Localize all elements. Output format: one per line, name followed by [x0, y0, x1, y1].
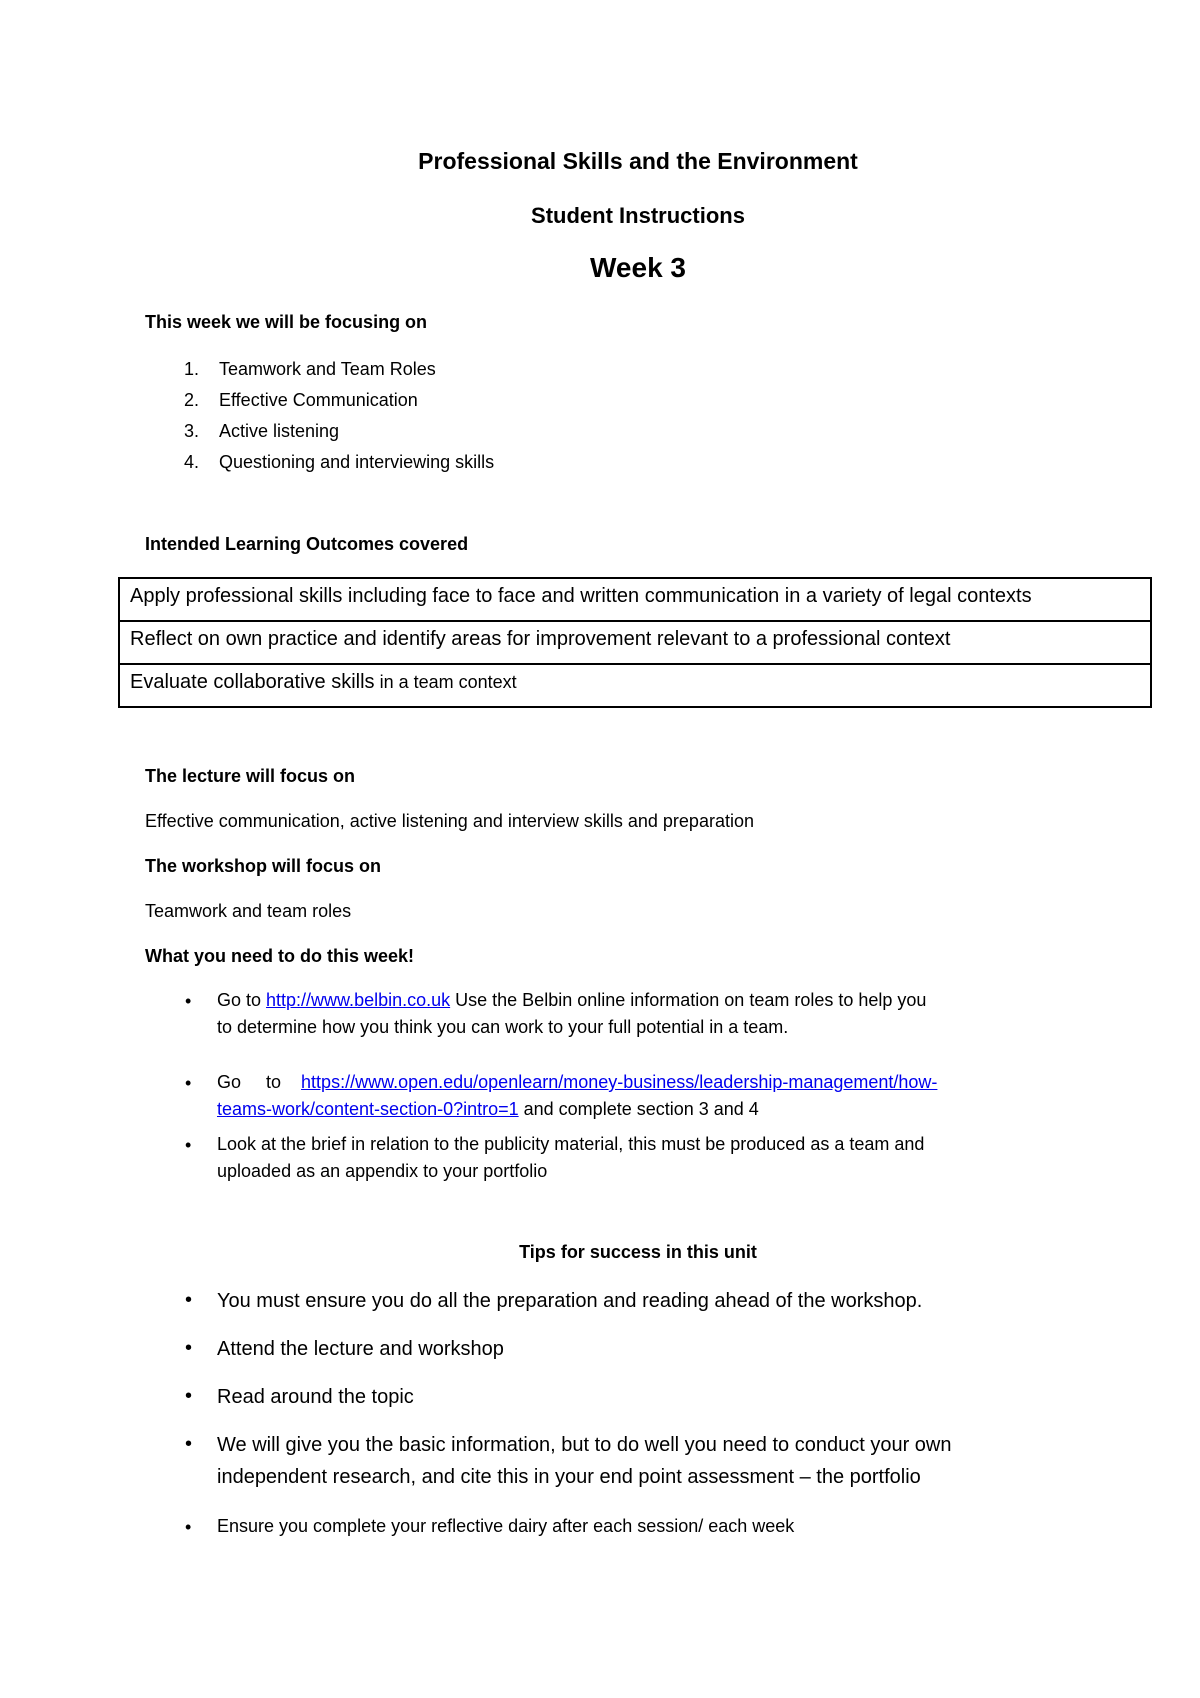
document-title: Professional Skills and the Environment [418, 148, 858, 174]
bullet-icon: • [185, 1517, 192, 1537]
table-cell: Apply professional skills including face to face and written communication in a variety of legal contexts [119, 578, 1151, 621]
outcomes-heading: Intended Learning Outcomes covered [145, 534, 469, 554]
bullet-icon: • [185, 1073, 192, 1093]
bullet-icon: • [185, 1289, 193, 1311]
tip-item: You must ensure you do all the preparation and reading ahead of the workshop. [217, 1290, 923, 1312]
list-item: 4. Questioning and interviewing skills [184, 452, 495, 472]
todo-item-brief: Look at the brief in relation to the publicity material, this must be produced as a team and uploaded as an appendix to your portfolio [217, 1134, 925, 1181]
belbin-link[interactable]: http://www.belbin.co.uk [266, 990, 451, 1010]
table-row [119, 578, 1151, 621]
tips-heading: Tips for success in this unit [519, 1242, 757, 1262]
todo-item-belbin: Go to http://www.belbin.co.uk Use the Belbin online information on team roles to help you to determine how you think you can work to your full potential in a team. [217, 990, 927, 1037]
bullet-icon: • [185, 1385, 193, 1407]
document-subtitle: Student Instructions [531, 203, 745, 228]
focus-heading: This week we will be focusing on [145, 312, 428, 332]
bullet-icon: • [185, 1337, 193, 1359]
tip-item: We will give you the basic information, but to do well you need to conduct your own independent research, and cite this in your end point assessment – the portfolio [217, 1434, 952, 1488]
outcomes-table [118, 577, 1152, 708]
tip-item: Read around the topic [217, 1386, 414, 1408]
list-item: 3. Active listening [184, 421, 340, 441]
lecture-text: Effective communication, active listening and interview skills and preparation [145, 811, 754, 831]
table-row [119, 621, 1151, 664]
tip-item: Attend the lecture and workshop [217, 1338, 504, 1360]
openlearn-link[interactable]: https://www.open.edu/openlearn/money-business/leadership-management/how- [301, 1072, 938, 1092]
tip-item-last: Ensure you complete your reflective dairy after each session/ each week [217, 1516, 795, 1536]
workshop-text: Teamwork and team roles [145, 901, 352, 921]
list-item: 2. Effective Communication [184, 390, 418, 410]
table-cell: Reflect on own practice and identify areas for improvement relevant to a professional context [119, 621, 1151, 664]
workshop-heading: The workshop will focus on [145, 856, 382, 876]
todo-item-openlearn: Go to https://www.open.edu/openlearn/money-business/leadership-management/how- teams-work/content-section-0?intro=1 and complete section 3 and 4 [217, 1072, 938, 1119]
focus-list [184, 358, 494, 482]
week-heading: Week 3 [590, 252, 686, 283]
bullet-icon: • [185, 1433, 193, 1455]
openlearn-link-continued[interactable]: teams-work/content-section-0?intro=1 [217, 1099, 519, 1119]
lecture-heading: The lecture will focus on [145, 766, 356, 786]
table-row [119, 664, 1151, 707]
list-item: 1. Teamwork and Team Roles [184, 359, 436, 379]
bullet-icon: • [185, 1135, 192, 1155]
table-cell: Evaluate collaborative skills in a team context [119, 664, 1151, 707]
bullet-icon: • [185, 991, 192, 1011]
todo-heading: What you need to do this week! [145, 946, 415, 966]
